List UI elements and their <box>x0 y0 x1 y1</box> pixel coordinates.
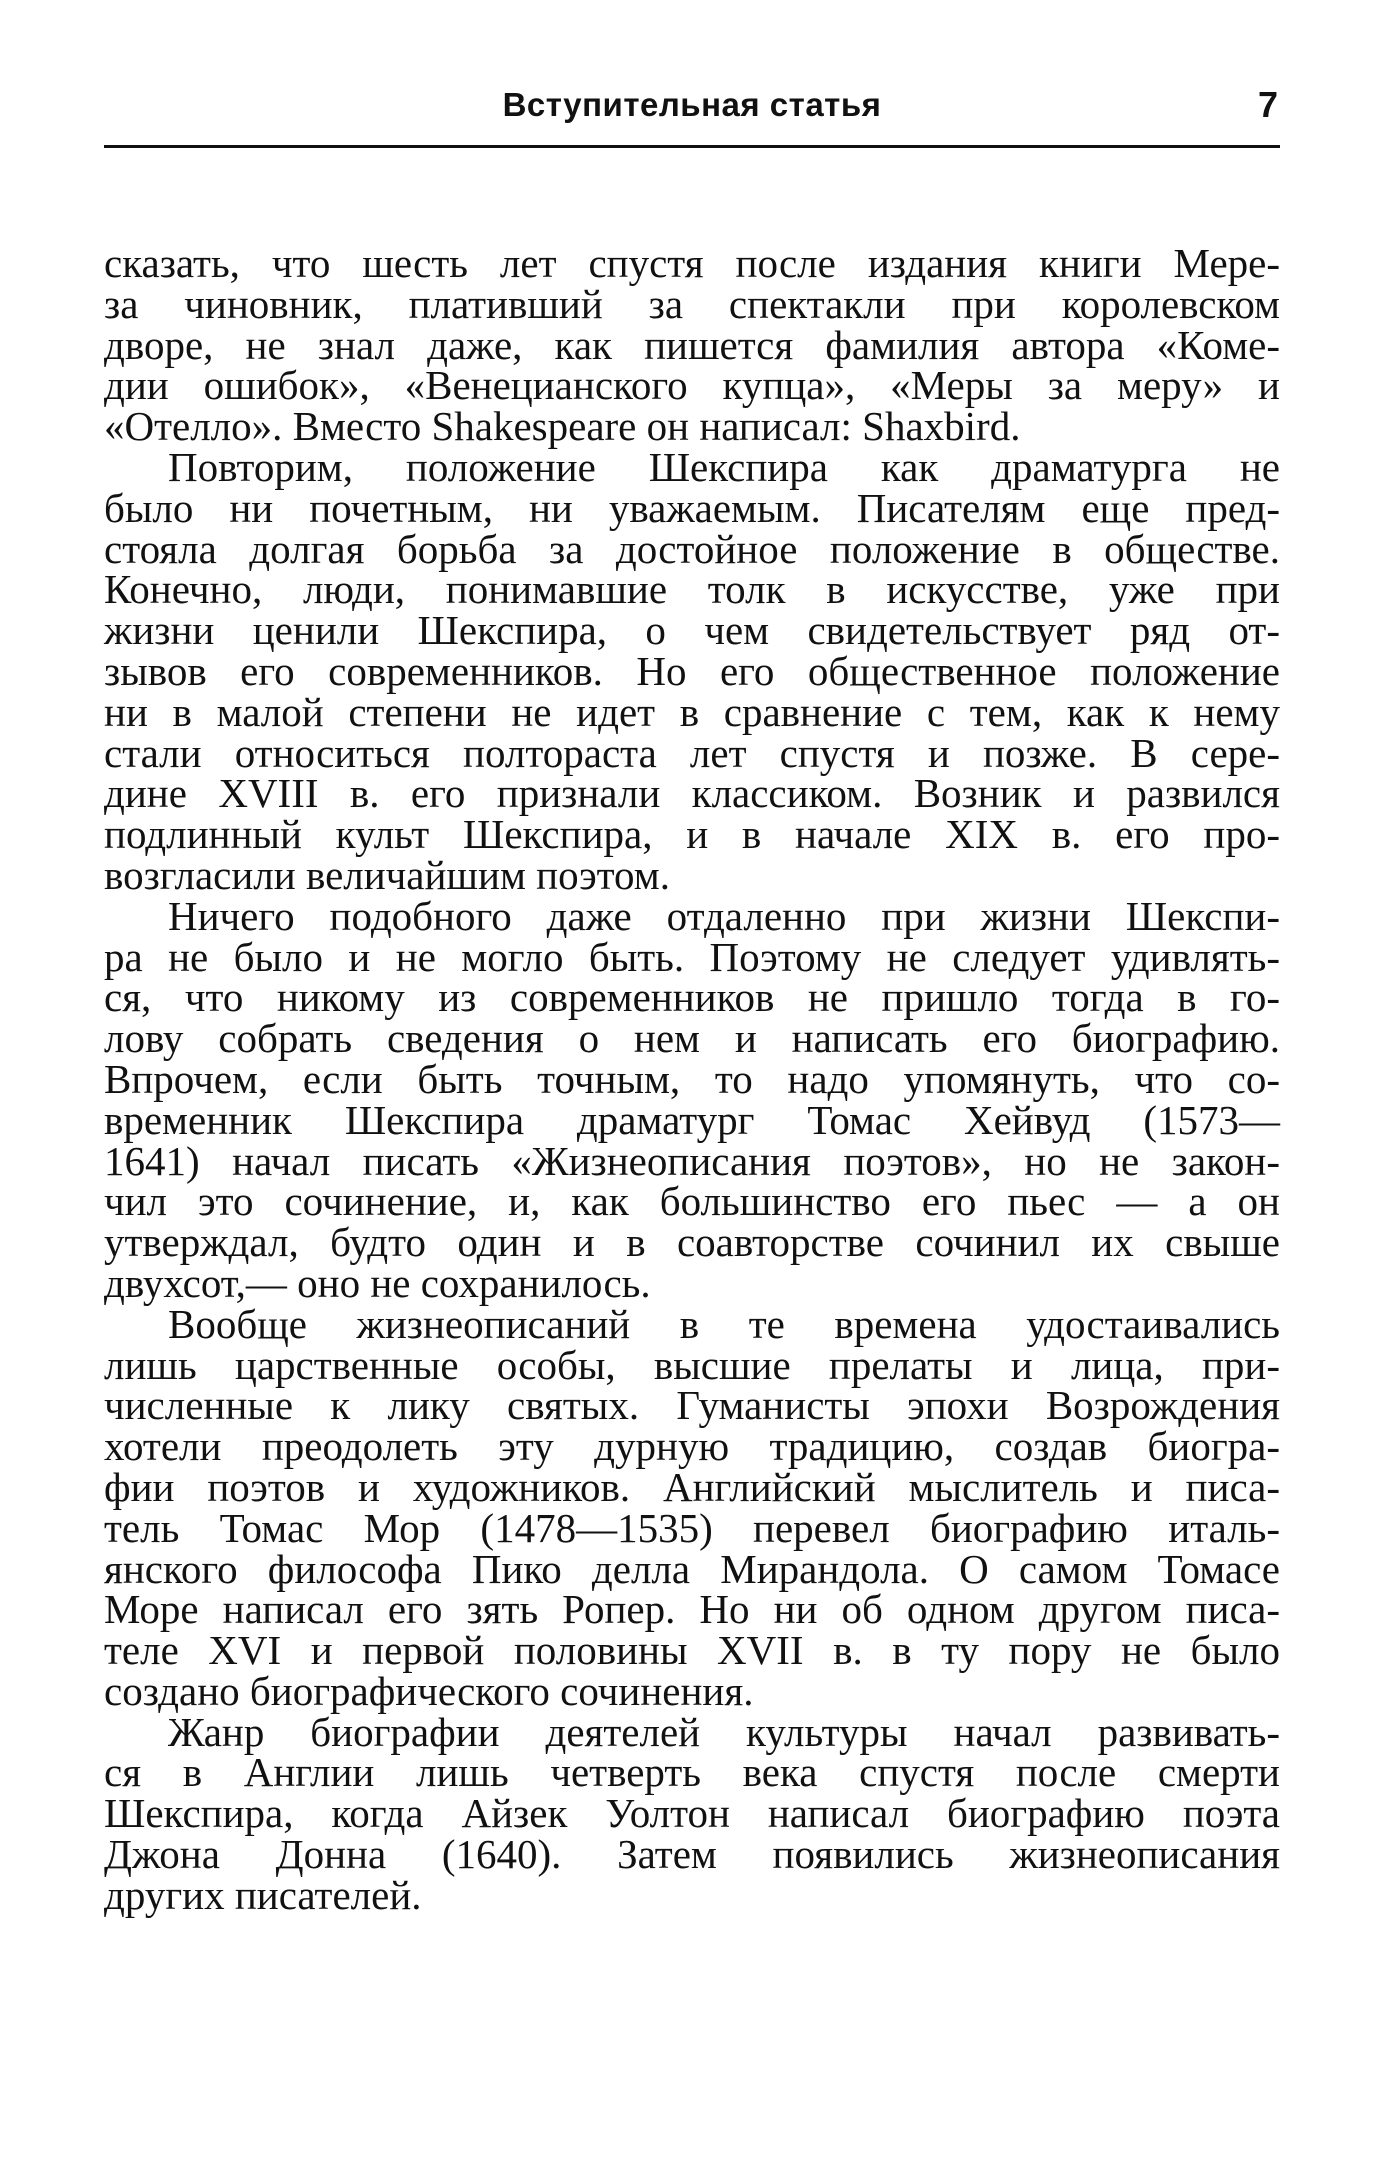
text-line: янского философа Пико делла Мирандола. О самом Томасе <box>104 1545 1280 1592</box>
text-line: дине XVIII в. его признали классиком. Возник и развился <box>104 770 1280 817</box>
header-rule <box>104 145 1280 148</box>
text-line: чил это сочинение, и, как большинство его пьес — а он <box>104 1178 1280 1225</box>
text-line: возгласили величайшим поэтом. <box>104 851 670 898</box>
text-line: тель Томас Мор (1478—1535) перевел биографию италь- <box>104 1504 1280 1551</box>
text-line: зывов его современников. Но его общественное положение <box>104 647 1280 694</box>
text-line: за чиновник, плативший за спектакли при королевском <box>104 280 1280 327</box>
text-line: ся, что никому из современников не пришло тогда в го- <box>104 974 1280 1021</box>
text-line: лову собрать сведения о нем и написать его биографию. <box>104 1015 1280 1062</box>
text-line: дии ошибок», «Венецианского купца», «Меры за меру» и <box>104 362 1280 409</box>
paragraph <box>104 240 1280 450</box>
paragraph <box>104 1708 1280 1918</box>
text-line: стали относиться полтораста лет спустя и позже. В сере- <box>104 729 1280 776</box>
text-line: Жанр биографии деятелей культуры начал развивать- <box>168 1708 1280 1755</box>
text-line: сказать, что шесть лет спустя после издания книги Мере- <box>104 240 1280 286</box>
text-line: Впрочем, если быть точным, то надо упомянуть, что со- <box>104 1055 1280 1102</box>
paragraph <box>104 443 1280 898</box>
paragraph <box>104 892 1280 1306</box>
text-line: других писателей. <box>104 1871 422 1918</box>
text-line: 1641) начал писать «Жизнеописания поэтов», но не закон- <box>104 1137 1280 1184</box>
text-line: Повторим, положение Шекспира как драматурга не <box>168 443 1280 490</box>
text-line: лишь царственные особы, высшие прелаты и лица, при- <box>104 1341 1280 1388</box>
text-line: ра не было и не могло быть. Поэтому не следует удивлять- <box>104 933 1280 980</box>
text-line: фии поэтов и художников. Английский мыслитель и писа- <box>104 1463 1280 1510</box>
text-line: «Отелло». Вместо Shakespeare он написал: Shaxbird. <box>104 403 1021 450</box>
text-line: ся в Англии лишь четверть века спустя после смерти <box>104 1749 1280 1796</box>
text-line: ни в малой степени не идет в сравнение с тем, как к нему <box>104 688 1280 735</box>
text-line: Конечно, люди, понимавшие толк в искусстве, уже при <box>104 566 1280 613</box>
text-line: создано биографического сочинения. <box>104 1667 754 1714</box>
text-line: хотели преодолеть эту дурную традицию, создав биогра- <box>104 1423 1280 1470</box>
text-line: численные к лику святых. Гуманисты эпохи Возрождения <box>104 1382 1280 1429</box>
text-line: Море написал его зять Ропер. Но ни об одном другом писа- <box>104 1586 1280 1633</box>
page-number: 7 <box>1257 84 1278 125</box>
text-line: подлинный культ Шекспира, и в начале XIX в. его про- <box>104 811 1280 858</box>
text-line: стояла долгая борьба за достойное положение в обществе. <box>104 525 1280 572</box>
text-line: было ни почетным, ни уважаемым. Писателям еще пред- <box>104 484 1280 531</box>
running-header <box>104 86 1280 136</box>
text-line: Ничего подобного даже отдаленно при жизни Шекспи- <box>168 892 1280 939</box>
text-line: Джона Донна (1640). Затем появились жизнеописания <box>104 1831 1280 1878</box>
text-line: временник Шекспира драматург Томас Хейвуд (1573— <box>104 1096 1280 1143</box>
text-line: теле XVI и первой половины XVII в. в ту пору не было <box>104 1627 1280 1674</box>
text-line: Вообще жизнеописаний в те времена удостаивались <box>168 1300 1280 1347</box>
paragraph <box>104 1300 1280 1714</box>
text-line: утверждал, будто один и в соавторстве сочинил их свыше <box>104 1219 1280 1266</box>
running-header-title: Вступительная статья <box>502 86 882 123</box>
text-line: жизни ценили Шекспира, о чем свидетельствует ряд от- <box>104 607 1280 654</box>
body-text <box>104 240 1280 1918</box>
text-line: дворе, не знал даже, как пишется фамилия автора «Коме- <box>104 321 1280 368</box>
text-line: двухсот,— оно не сохранилось. <box>104 1259 651 1306</box>
text-line: Шекспира, когда Айзек Уолтон написал биографию поэта <box>104 1790 1280 1837</box>
